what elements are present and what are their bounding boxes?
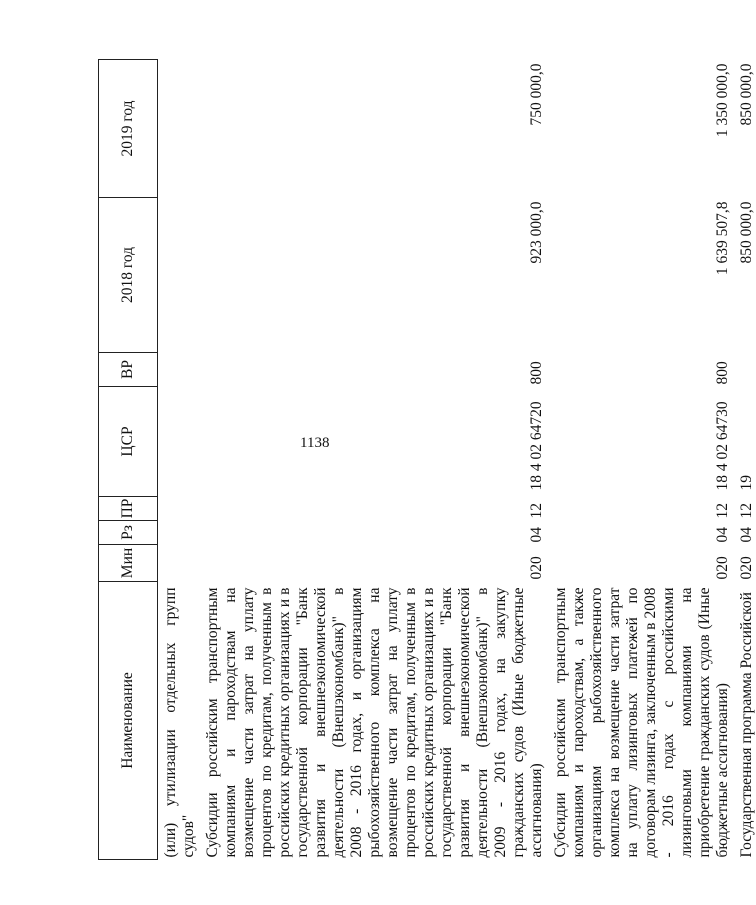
row-2019: 850 000,0 [738,63,755,126]
table-row [198,60,546,860]
row-2018: 850 000,0 [738,201,755,264]
row-csr: 19 [738,475,755,491]
header-rz: Рз [99,521,158,545]
row-name: Государственная программа Российской [738,592,755,858]
row-vr: 800 [714,361,731,385]
row-name: Субсидии российским транспортным компаниям и пароходствам на возмещение части затрат на уплату процентов по кредитам, полученным в российских кредитных организациях и в государственной корпорации "Банк развития и внешнеэкономической деятельности (Внешэкономбанк)" в 2008 - 2016 годах, и организациям рыбохозяйственного комплекса на возмещение части затрат на уплату процентов по кредитам, полученным в российских кредитных организациях и в государственной корпорации "Банк развития и внешнеэкономической деятельности (Внешэкономбанк)" в 2009 - 2016 годах, на закупку гражданских судов (Иные бюджетные ассигнования) [204,587,545,858]
table-row [546,60,732,860]
row-min [158,545,199,582]
row-csr: 18 4 02 64720 [528,401,545,491]
row-min: 020 [528,556,545,580]
header-min: Мин [99,545,158,582]
table-header [99,60,158,860]
row-2018: 1 639 507,8 [714,201,731,276]
row-vr [732,353,756,387]
header-vr: ВР [99,353,158,387]
row-pr: 12 [714,503,731,519]
row-pr: 12 [528,503,545,519]
header-csr: ЦСР [99,387,158,497]
row-rz: 04 [738,527,755,543]
row-vr: 800 [528,361,545,385]
row-min: 020 [738,556,755,580]
page-number: 1138 [300,435,330,451]
row-pr: 12 [738,503,755,519]
row-name: Субсидии российским транспортным компаниям и пароходствам, а также организациям рыбохозяйственного комплекса на возмещение части затрат на уплату лизинговых платежей по договорам лизинга, заключенным в 2008 - 2016 годах с российскими лизинговыми компаниями на приобретение гражданских судов (Иные бюджетные ассигнования) [552,587,731,858]
row-vr [158,353,199,387]
row-2018 [158,198,199,353]
row-2018: 923 000,0 [528,201,545,264]
row-2019: 750 000,0 [528,63,545,126]
table-row [158,60,199,860]
header-2018: 2018 год [99,198,158,353]
row-min: 020 [714,556,731,580]
header-name: Наименование [99,582,158,860]
rotated-page-content [98,60,755,860]
row-csr [158,387,199,497]
header-pr: ПР [99,497,158,521]
budget-table [98,59,756,860]
row-rz [158,521,199,545]
table-row [732,60,756,860]
row-name: (или) утилизации отдельных групп судов" [162,587,197,858]
row-rz: 04 [528,527,545,543]
row-2019: 1 350 000,0 [714,63,731,138]
row-2019 [158,60,199,198]
row-csr: 18 4 02 64730 [714,401,731,491]
row-pr [158,497,199,521]
header-2019: 2019 год [99,60,158,198]
row-rz: 04 [714,527,731,543]
